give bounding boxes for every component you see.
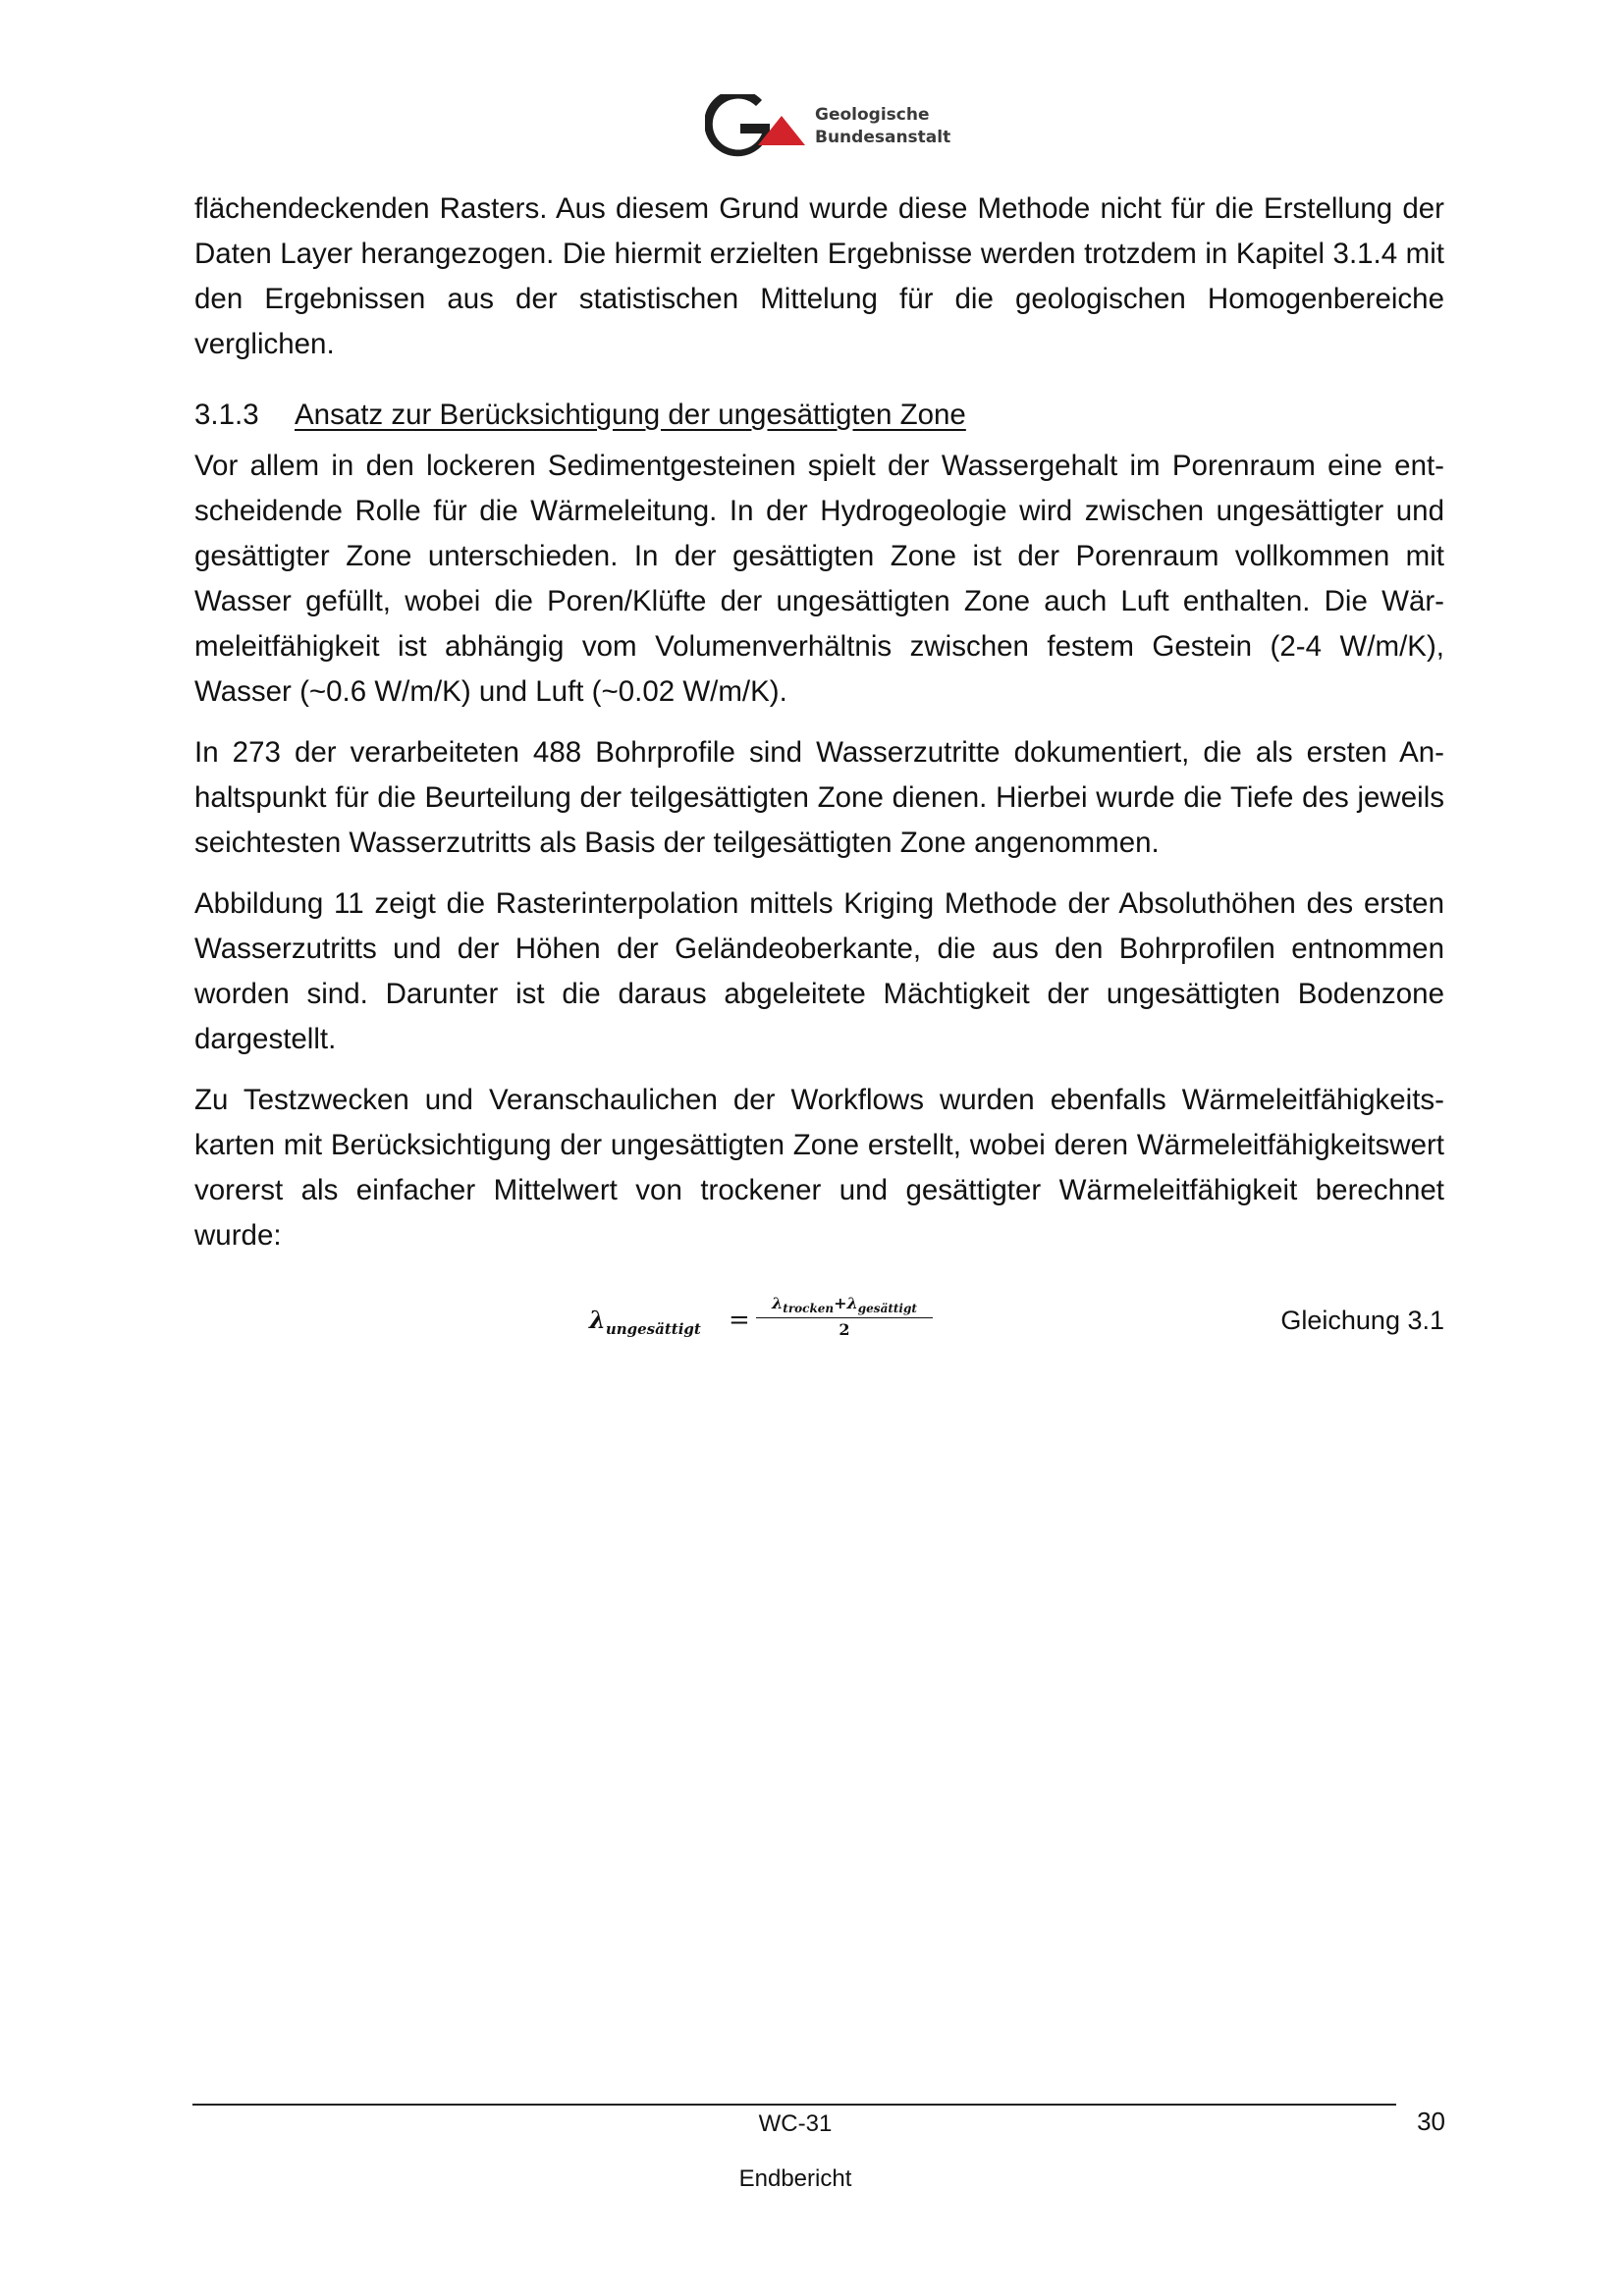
- equals-sign: =: [729, 1306, 750, 1335]
- body-paragraph: Vor allem in den lockeren Sedimentgesteinen spielt der Wassergehalt im Porenraum eine entscheidende Rolle für die Wärmeleitung. In der Hydrogeologie wird zwischen ungesättigter und gesättigter Zone unterschieden. In der gesättigten Zone ist der Porenraum vollkommen mit Wasser gefüllt, wobei die Poren/Klüfte der ungesättigten Zone auch Luft enthalten. Die Wärmeleitfähigkeit ist abhängig vom Volumenverhältnis zwischen festem Gestein (2-4 W/m/K), Wasser (~0.6 W/m/K) und Luft (~0.02 W/m/K).: [194, 450, 1444, 708]
- equation-label: Gleichung 3.1: [1280, 1306, 1444, 1335]
- equation-row: [194, 1294, 1444, 1353]
- numerator-sub-a: trocken: [783, 1302, 835, 1316]
- page-number: 30: [1417, 2107, 1445, 2136]
- equation-lhs: [589, 1306, 701, 1338]
- fraction-denominator: 2: [839, 1320, 850, 1340]
- numerator-sub-b: gesättigt: [857, 1302, 917, 1316]
- lhs-subscript: ungesättigt: [605, 1319, 701, 1338]
- body-paragraph: Zu Testzwecken und Veranschaulichen der Workflows wurden ebenfalls Wärmeleitfähigkeitskarten mit Berücksichtigung der ungesättigten Zone erstellt, wobei deren Wärmeleitfähigkeitswert vorerst als einfacher Mittelwert von trockener und gesättigter Wärmeleitfähigkeit berechnet wurde:: [194, 1084, 1444, 1252]
- equation-fraction: [756, 1294, 933, 1339]
- section-title: Ansatz zur Berücksichtigung der ungesättigten Zone: [295, 399, 966, 431]
- footer-divider: [192, 2104, 1396, 2106]
- logo-line-1: Geologische: [815, 105, 930, 125]
- section-heading: [194, 393, 1444, 438]
- fraction-numerator: [756, 1294, 933, 1318]
- section-number: 3.1.3: [194, 399, 259, 431]
- logo-text: [815, 104, 950, 149]
- page-content: [194, 187, 1444, 1258]
- plus-sign: +: [834, 1294, 847, 1312]
- body-paragraph: In 273 der verarbeiteten 488 Bohrprofile sind Wasserzutritte dokumentiert, die als ersten Anhaltspunkt für die Beurteilung der teilgesättigten Zone dienen. Hierbei wurde die Tiefe des jeweils seichtesten Wasserzutritts als Basis der teilgesättigten Zone angenommen.: [194, 736, 1444, 859]
- lambda-symbol: λ: [772, 1294, 784, 1312]
- intro-paragraph: flächendeckenden Rasters. Aus diesem Grund wurde diese Methode nicht für die Erstellung der Daten Layer herangezogen. Die hiermit erzielten Ergebnisse werden trotzdem in Kapitel 3.1.4 mit den Ergebnissen aus der statistischen Mittelung für die geologischen Homogenbereiche verglichen.: [194, 192, 1444, 360]
- body-paragraph: Abbildung 11 zeigt die Rasterinterpolation mittels Kriging Methode der Absoluthöhen des ersten Wasserzutritts und der Höhen der Geländeoberkante, die aus den Bohrprofilen entnommen worden sind. Darunter ist die daraus abgeleitete Mächtigkeit der ungesättigten Bodenzone dargestellt.: [194, 887, 1444, 1055]
- lambda-symbol: λ: [589, 1306, 606, 1334]
- logo: [705, 94, 951, 157]
- footer-subtitle: Endbericht: [738, 2165, 852, 2192]
- lambda-symbol: λ: [846, 1294, 858, 1312]
- logo-line-2: Bundesanstalt: [815, 128, 951, 147]
- footer-code: WC-31: [758, 2110, 833, 2137]
- gba-logo-icon: [705, 94, 813, 157]
